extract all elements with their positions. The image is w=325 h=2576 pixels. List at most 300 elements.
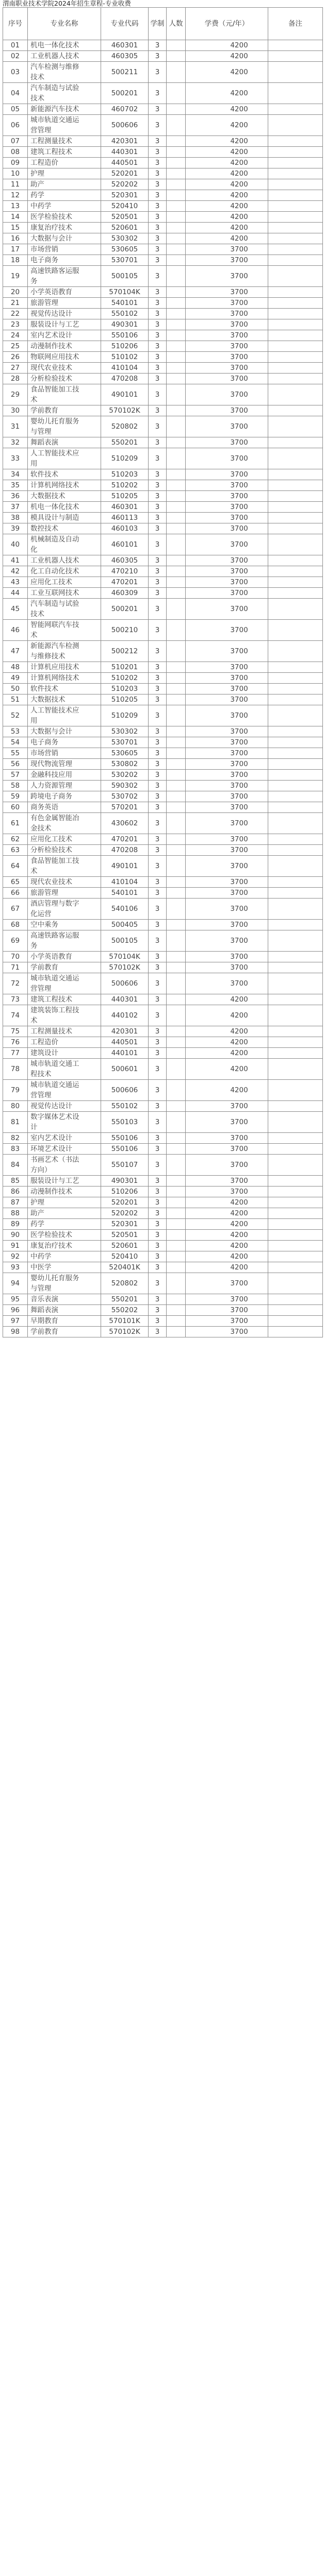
table-row	[3, 1005, 323, 1026]
table-row	[3, 115, 323, 136]
table-row	[3, 244, 323, 255]
major-name: 数控技术	[28, 523, 101, 534]
notes	[268, 168, 323, 179]
major-name: 分析检验技术	[28, 845, 101, 856]
major-name: 学前教育	[28, 1327, 101, 1337]
major-code: 470210	[101, 566, 149, 577]
duration: 3	[149, 341, 167, 352]
major-name: 智能网联汽车技术	[28, 620, 101, 641]
row-index: 16	[3, 233, 28, 244]
duration: 3	[149, 845, 167, 856]
duration: 3	[149, 469, 167, 480]
major-code: 520501	[101, 1230, 149, 1241]
notes	[268, 694, 323, 705]
table-row	[3, 233, 323, 244]
row-index: 70	[3, 952, 28, 962]
major-name: 舞蹈表演	[28, 437, 101, 448]
enrollment-count	[167, 1059, 186, 1080]
duration: 3	[149, 352, 167, 363]
tuition-fee: 3700	[186, 287, 268, 298]
major-name: 康复治疗技术	[28, 1241, 101, 1251]
major-name: 高速铁路客运服务	[28, 930, 101, 952]
table-row	[3, 51, 323, 62]
major-name: 中药学	[28, 201, 101, 212]
enrollment-count	[167, 1176, 186, 1187]
major-code: 510102	[101, 352, 149, 363]
duration: 3	[149, 523, 167, 534]
row-index: 59	[3, 791, 28, 802]
row-index: 15	[3, 223, 28, 233]
major-name: 建筑工程技术	[28, 147, 101, 158]
tuition-fee: 3700	[186, 920, 268, 930]
major-name: 视觉传达设计	[28, 309, 101, 319]
table-row	[3, 416, 323, 437]
major-code: 510203	[101, 684, 149, 694]
major-code: 460113	[101, 513, 149, 523]
notes	[268, 1112, 323, 1133]
major-name: 旅游管理	[28, 888, 101, 899]
tuition-fee: 3700	[186, 363, 268, 374]
tuition-fee: 3700	[186, 726, 268, 737]
row-index: 45	[3, 599, 28, 620]
notes	[268, 513, 323, 523]
tuition-fee: 4200	[186, 168, 268, 179]
tuition-fee: 4200	[186, 1219, 268, 1230]
major-name: 城市轨道交通工程技术	[28, 1059, 101, 1080]
tuition-fee: 4200	[186, 201, 268, 212]
duration: 3	[149, 1294, 167, 1305]
tuition-fee: 4200	[186, 1251, 268, 1262]
row-index: 67	[3, 899, 28, 920]
table-row	[3, 973, 323, 994]
row-index: 29	[3, 384, 28, 405]
major-name: 计算机网络技术	[28, 673, 101, 684]
major-code: 510202	[101, 480, 149, 491]
tuition-fee: 3700	[186, 737, 268, 748]
duration: 3	[149, 748, 167, 759]
major-name: 音乐表演	[28, 1294, 101, 1305]
major-name: 商务英语	[28, 802, 101, 813]
major-name: 软件技术	[28, 469, 101, 480]
enrollment-count	[167, 1026, 186, 1037]
major-code: 550106	[101, 1133, 149, 1144]
enrollment-count	[167, 212, 186, 223]
major-code: 550107	[101, 1155, 149, 1176]
duration: 3	[149, 136, 167, 147]
notes	[268, 1059, 323, 1080]
table-row	[3, 158, 323, 168]
major-name: 小学英语教育	[28, 952, 101, 962]
tuition-fee: 3700	[186, 491, 268, 502]
row-index: 66	[3, 888, 28, 899]
major-name: 酒店管理与数字化运营	[28, 899, 101, 920]
duration: 3	[149, 330, 167, 341]
notes	[268, 952, 323, 962]
enrollment-count	[167, 952, 186, 962]
major-code: 470208	[101, 374, 149, 384]
duration: 3	[149, 994, 167, 1005]
tuition-fee: 3700	[186, 502, 268, 513]
table-row	[3, 201, 323, 212]
major-code: 440101	[101, 1048, 149, 1059]
enrollment-count	[167, 834, 186, 845]
notes	[268, 1048, 323, 1059]
major-name: 市场营销	[28, 244, 101, 255]
duration: 3	[149, 1316, 167, 1327]
row-index: 40	[3, 534, 28, 555]
major-name: 工业互联网技术	[28, 588, 101, 599]
tuition-fee: 3700	[186, 1101, 268, 1112]
major-name: 婴幼儿托育服务与管理	[28, 416, 101, 437]
major-code: 550106	[101, 330, 149, 341]
major-code: 570104K	[101, 952, 149, 962]
row-index: 14	[3, 212, 28, 223]
major-code: 500606	[101, 1080, 149, 1101]
notes	[268, 1316, 323, 1327]
major-name: 舞蹈表演	[28, 1305, 101, 1316]
notes	[268, 588, 323, 599]
enrollment-count	[167, 705, 186, 726]
row-index: 78	[3, 1059, 28, 1080]
table-row	[3, 352, 323, 363]
table-row	[3, 856, 323, 877]
major-code: 460301	[101, 40, 149, 51]
notes	[268, 1144, 323, 1155]
enrollment-count	[167, 1005, 186, 1026]
major-name: 汽车制造与试验技术	[28, 83, 101, 104]
major-code: 460309	[101, 588, 149, 599]
row-index: 09	[3, 158, 28, 168]
tuition-fee: 3700	[186, 952, 268, 962]
row-index: 26	[3, 352, 28, 363]
enrollment-count	[167, 588, 186, 599]
row-index: 93	[3, 1262, 28, 1273]
notes	[268, 1133, 323, 1144]
major-code: 570102K	[101, 1327, 149, 1337]
table-row	[3, 1208, 323, 1219]
major-code: 510205	[101, 491, 149, 502]
duration: 3	[149, 930, 167, 952]
table-row	[3, 845, 323, 856]
row-index: 36	[3, 491, 28, 502]
tuition-fee: 3700	[186, 930, 268, 952]
notes	[268, 1251, 323, 1262]
table-row	[3, 179, 323, 190]
notes	[268, 319, 323, 330]
duration: 3	[149, 1327, 167, 1337]
major-name: 工业机器人技术	[28, 51, 101, 62]
table-row	[3, 694, 323, 705]
major-name: 大数据技术	[28, 491, 101, 502]
major-name: 城市轨道交通运营管理	[28, 973, 101, 994]
row-index: 20	[3, 287, 28, 298]
row-index: 32	[3, 437, 28, 448]
major-code: 500201	[101, 599, 149, 620]
major-code: 530302	[101, 233, 149, 244]
major-code: 490301	[101, 1176, 149, 1187]
row-index: 35	[3, 480, 28, 491]
enrollment-count	[167, 920, 186, 930]
row-index: 73	[3, 994, 28, 1005]
duration: 3	[149, 363, 167, 374]
major-name: 工程造价	[28, 1037, 101, 1048]
tuition-fee: 3700	[186, 266, 268, 287]
major-name: 应用化工技术	[28, 577, 101, 588]
major-name: 物联网应用技术	[28, 352, 101, 363]
table-row	[3, 748, 323, 759]
enrollment-count	[167, 115, 186, 136]
table-header-row	[3, 8, 323, 40]
notes	[268, 888, 323, 899]
tuition-fee: 3700	[186, 1133, 268, 1144]
major-name: 工业机器人技术	[28, 555, 101, 566]
tuition-fee: 3700	[186, 319, 268, 330]
major-name: 小学英语教育	[28, 287, 101, 298]
tuition-fee: 3700	[186, 759, 268, 770]
tuition-fee: 3700	[186, 802, 268, 813]
tuition-fee: 3700	[186, 384, 268, 405]
duration: 3	[149, 834, 167, 845]
duration: 3	[149, 158, 167, 168]
major-name: 人工智能技术应用	[28, 705, 101, 726]
notes	[268, 244, 323, 255]
header-notes: 备注	[268, 8, 323, 40]
major-code: 460103	[101, 523, 149, 534]
row-index: 68	[3, 920, 28, 930]
table-row	[3, 1133, 323, 1144]
major-name: 人力资源管理	[28, 781, 101, 791]
major-name: 模具设计与制造	[28, 513, 101, 523]
tuition-fee: 3700	[186, 748, 268, 759]
major-code: 440102	[101, 1005, 149, 1026]
tuition-fee: 4200	[186, 158, 268, 168]
notes	[268, 491, 323, 502]
table-row	[3, 813, 323, 834]
duration: 3	[149, 791, 167, 802]
duration: 3	[149, 384, 167, 405]
notes	[268, 190, 323, 201]
major-name: 有色金属智能冶金技术	[28, 813, 101, 834]
enrollment-count	[167, 877, 186, 888]
major-name: 助产	[28, 179, 101, 190]
major-code: 500606	[101, 973, 149, 994]
major-code: 510206	[101, 341, 149, 352]
table-row	[3, 104, 323, 115]
row-index: 06	[3, 115, 28, 136]
row-index: 10	[3, 168, 28, 179]
enrollment-count	[167, 448, 186, 469]
major-name: 跨境电子商务	[28, 791, 101, 802]
row-index: 01	[3, 40, 28, 51]
notes	[268, 534, 323, 555]
enrollment-count	[167, 1262, 186, 1273]
major-name: 药学	[28, 190, 101, 201]
major-name: 汽车制造与试验技术	[28, 599, 101, 620]
enrollment-count	[167, 480, 186, 491]
major-code: 530701	[101, 255, 149, 266]
row-index: 48	[3, 662, 28, 673]
major-code: 570201	[101, 802, 149, 813]
major-code: 520401K	[101, 1262, 149, 1273]
major-code: 530605	[101, 748, 149, 759]
tuition-fee: 3700	[186, 416, 268, 437]
notes	[268, 384, 323, 405]
header-index: 序号	[3, 8, 28, 40]
row-index: 53	[3, 726, 28, 737]
notes	[268, 1037, 323, 1048]
tuition-fee: 4200	[186, 1048, 268, 1059]
major-code: 440501	[101, 1037, 149, 1048]
tuition-fee: 3700	[186, 566, 268, 577]
notes	[268, 1219, 323, 1230]
notes	[268, 233, 323, 244]
major-name: 医学检验技术	[28, 1230, 101, 1241]
major-name: 化工自动化技术	[28, 566, 101, 577]
enrollment-count	[167, 1112, 186, 1133]
notes	[268, 641, 323, 662]
tuition-fee: 3700	[186, 513, 268, 523]
enrollment-count	[167, 662, 186, 673]
duration: 3	[149, 147, 167, 158]
enrollment-count	[167, 973, 186, 994]
table-row	[3, 437, 323, 448]
duration: 3	[149, 212, 167, 223]
tuition-fee: 3700	[186, 962, 268, 973]
row-index: 28	[3, 374, 28, 384]
major-code: 520501	[101, 212, 149, 223]
major-name: 分析检验技术	[28, 374, 101, 384]
major-name: 服装设计与工艺	[28, 319, 101, 330]
notes	[268, 330, 323, 341]
major-code: 440501	[101, 158, 149, 168]
notes	[268, 845, 323, 856]
table-row	[3, 781, 323, 791]
duration: 3	[149, 856, 167, 877]
major-name: 工程造价	[28, 158, 101, 168]
enrollment-count	[167, 330, 186, 341]
table-row	[3, 952, 323, 962]
major-name: 机电一体化技术	[28, 40, 101, 51]
duration: 3	[149, 705, 167, 726]
row-index: 91	[3, 1241, 28, 1251]
tuition-fee: 3700	[186, 577, 268, 588]
duration: 3	[149, 726, 167, 737]
row-index: 34	[3, 469, 28, 480]
tuition-fee: 4200	[186, 1059, 268, 1080]
major-name: 软件技术	[28, 684, 101, 694]
row-index: 61	[3, 813, 28, 834]
enrollment-count	[167, 287, 186, 298]
table-row	[3, 384, 323, 405]
enrollment-count	[167, 416, 186, 437]
enrollment-count	[167, 1305, 186, 1316]
major-code: 460702	[101, 104, 149, 115]
table-row	[3, 1262, 323, 1273]
notes	[268, 973, 323, 994]
major-code: 550106	[101, 1144, 149, 1155]
duration: 3	[149, 555, 167, 566]
tuition-fee: 4200	[186, 1197, 268, 1208]
tuition-fee: 4200	[186, 1005, 268, 1026]
tuition-fee: 4200	[186, 115, 268, 136]
row-index: 46	[3, 620, 28, 641]
table-row	[3, 147, 323, 158]
major-code: 520601	[101, 223, 149, 233]
enrollment-count	[167, 1101, 186, 1112]
row-index: 95	[3, 1294, 28, 1305]
duration: 3	[149, 920, 167, 930]
duration: 3	[149, 513, 167, 523]
tuition-fee: 4200	[186, 51, 268, 62]
duration: 3	[149, 115, 167, 136]
tuition-fee: 4200	[186, 1241, 268, 1251]
duration: 3	[149, 1005, 167, 1026]
row-index: 77	[3, 1048, 28, 1059]
table-row	[3, 491, 323, 502]
duration: 3	[149, 1187, 167, 1197]
row-index: 50	[3, 684, 28, 694]
notes	[268, 104, 323, 115]
duration: 3	[149, 877, 167, 888]
duration: 3	[149, 962, 167, 973]
duration: 3	[149, 1197, 167, 1208]
table-row	[3, 523, 323, 534]
table-row	[3, 513, 323, 523]
major-code: 550201	[101, 437, 149, 448]
notes	[268, 287, 323, 298]
notes	[268, 416, 323, 437]
tuition-fee: 3700	[186, 1112, 268, 1133]
row-index: 43	[3, 577, 28, 588]
tuition-fee: 4200	[186, 212, 268, 223]
duration: 3	[149, 104, 167, 115]
enrollment-count	[167, 726, 186, 737]
table-row	[3, 1187, 323, 1197]
duration: 3	[149, 62, 167, 83]
duration: 3	[149, 899, 167, 920]
table-row	[3, 1197, 323, 1208]
notes	[268, 1101, 323, 1112]
notes	[268, 266, 323, 287]
major-name: 药学	[28, 1219, 101, 1230]
duration: 3	[149, 201, 167, 212]
row-index: 84	[3, 1155, 28, 1176]
major-code: 520202	[101, 179, 149, 190]
duration: 3	[149, 255, 167, 266]
major-code: 520202	[101, 1208, 149, 1219]
major-name: 应用化工技术	[28, 834, 101, 845]
duration: 3	[149, 1219, 167, 1230]
notes	[268, 684, 323, 694]
row-index: 56	[3, 759, 28, 770]
row-index: 39	[3, 523, 28, 534]
major-code: 530802	[101, 759, 149, 770]
page-title: 渭南职业技术学院2024年招生章程-专业收费	[3, 0, 131, 7]
major-code: 510202	[101, 673, 149, 684]
table-row	[3, 620, 323, 641]
major-name: 护理	[28, 168, 101, 179]
notes	[268, 363, 323, 374]
enrollment-count	[167, 190, 186, 201]
notes	[268, 770, 323, 781]
duration: 3	[149, 83, 167, 104]
major-name: 医学检验技术	[28, 212, 101, 223]
enrollment-count	[167, 158, 186, 168]
notes	[268, 341, 323, 352]
notes	[268, 813, 323, 834]
tuition-fee: 3700	[186, 813, 268, 834]
notes	[268, 599, 323, 620]
